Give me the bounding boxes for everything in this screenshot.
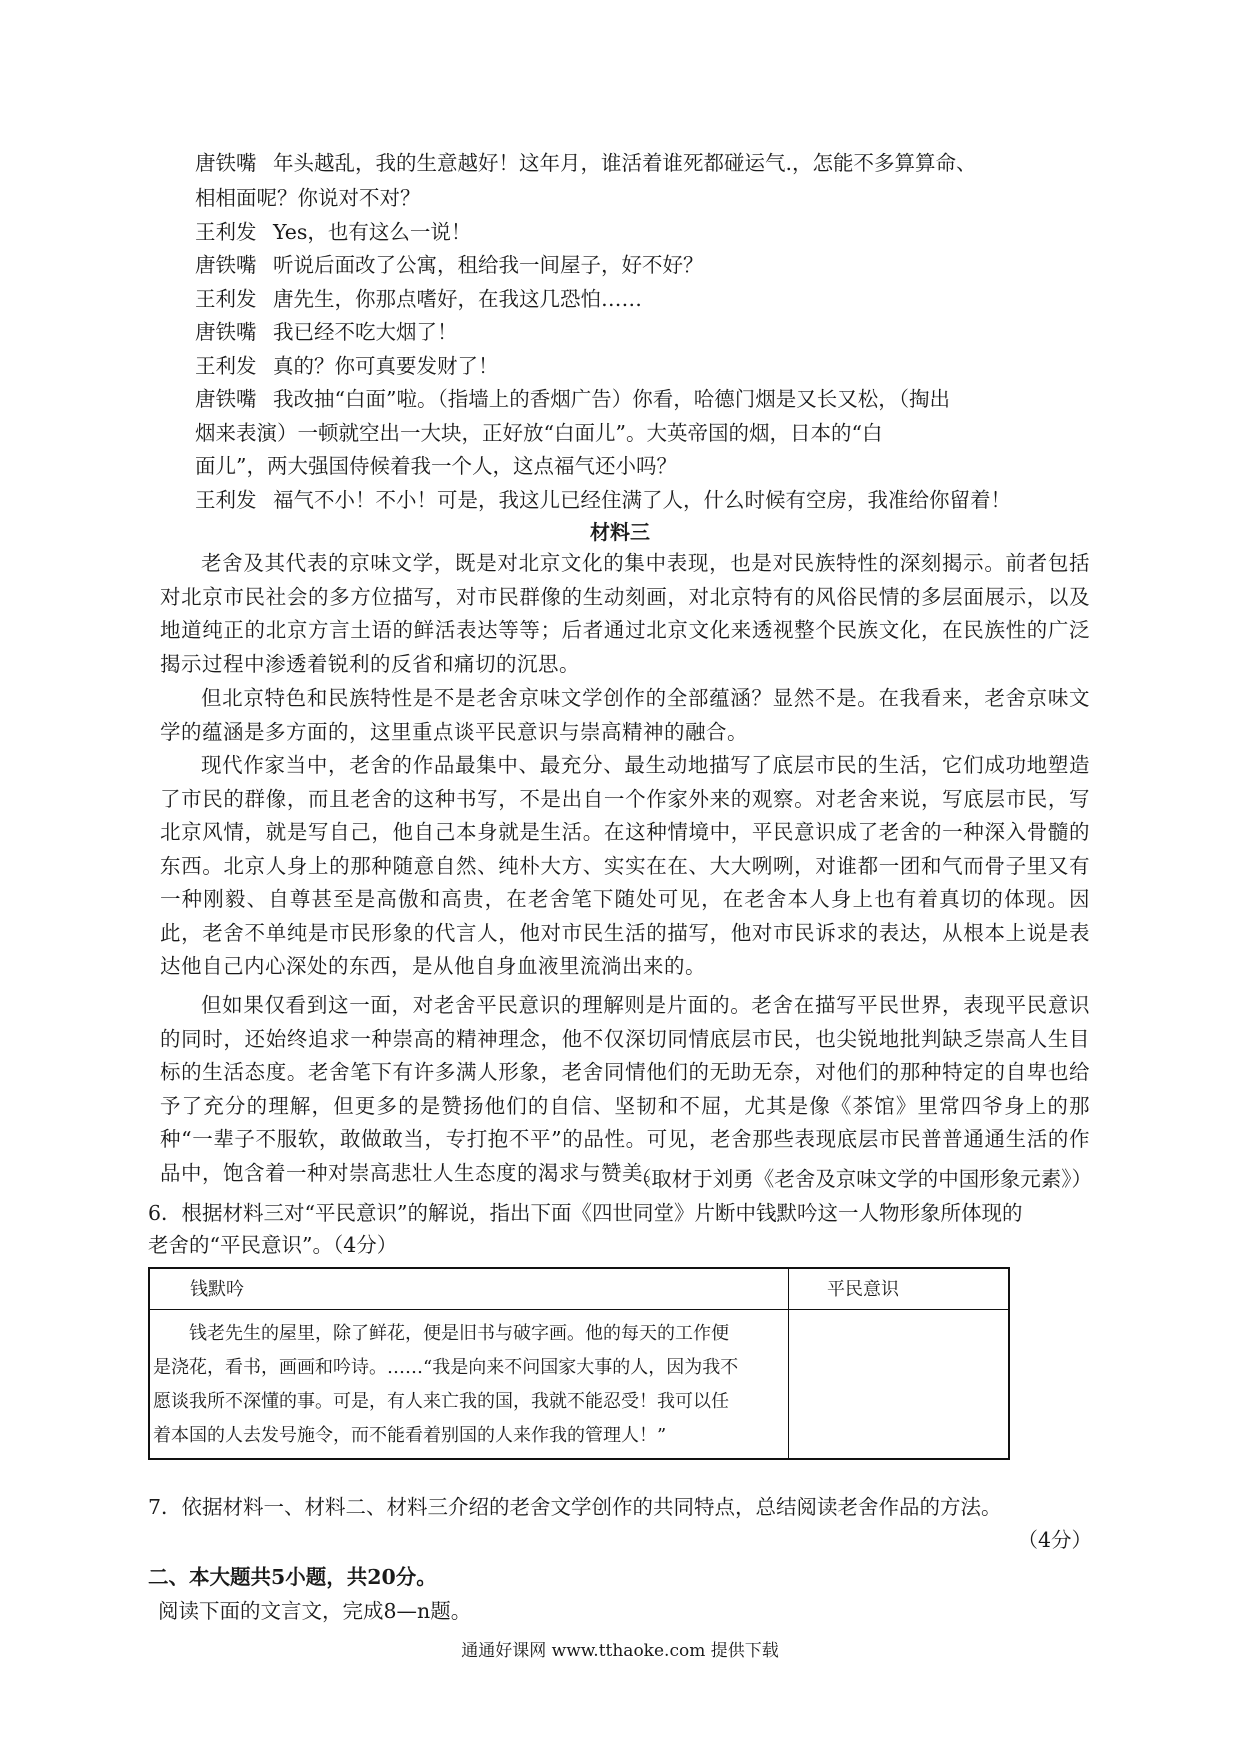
dialogue-line [195,184,421,212]
body-paragraph: 老舍及其代表的京味文学，既是对北京文化的集中表现，也是对民族特性的深刻揭示。前者包括对北京市民社会的多方位描写，对市民群像的生动刻画，对北京特有的风俗民情的多层面展示，以及地道纯正的北京方言土语的鲜活表达等等；后者通过北京文化来透视整个民族文化，在民族性的广泛揭示过程中渗透着锐利的反省和痛切的沉思。 [160,551,1090,676]
dialogue-line [195,452,677,480]
dialogue-text: 真的？你可真要发财了！ [273,354,499,378]
answer-cell[interactable] [789,1310,1010,1460]
speaker-name: 唐铁嘴 [195,387,257,411]
speaker-name: 王利发 [195,354,257,378]
dialogue-text: 我已经不吃大烟了！ [273,320,458,344]
table-header-consciousness: 平民意识 [789,1268,1010,1310]
table-row [149,1310,1009,1460]
dialogue-text: 年头越乱，我的生意越好！这年月，谁活着谁死都碰运气.，怎能不多算算命、 [273,151,977,175]
dialogue-line [195,149,977,177]
dialogue-text: 相相面呢？你说对不对？ [195,186,421,210]
question-6 [148,1197,1094,1261]
dialogue-line [195,318,458,346]
dialogue-line [195,285,642,313]
dialogue-line [195,251,704,279]
body-paragraph: 但如果仅看到这一面，对老舍平民意识的理解则是片面的。老舍在描写平民世界，表现平民意识的同时，还始终追求一种崇高的精神理念，他不仅深切同情底层市民，也尖锐地批判缺乏崇高人生目标的生活态度。老舍笔下有许多满人形象，老舍同情他们的无助无奈，对他们的那种特定的自卑也给予了充分的理解，但更多的是赞扬他们的自信、坚韧和不屈，尤其是像《茶馆》里常四爷身上的那种“一辈子不服软，敢做敢当，专打抱不平”的品性。可见，老舍那些表现底层市民普普通通生活的作品中，饱含着一种对崇高悲壮人生态度的渴求与赞美。 [160,993,1090,1185]
answer-table [148,1267,1010,1460]
speaker-name: 唐铁嘴 [195,253,257,277]
dialogue-line [195,385,950,413]
question-6-line1: 6．根据材料三对“平民意识”的解说，指出下面《四世同堂》片断中钱默吟这一人物形象所体现的 [148,1201,1023,1225]
speaker-name: 王利发 [195,287,257,311]
dialogue-line [195,352,499,380]
dialogue-line [195,419,882,447]
speaker-name: 唐铁嘴 [195,320,257,344]
question-6-line2: 老舍的“平民意识”。（4分） [148,1233,398,1257]
dialogue-text: 听说后面改了公寓，租给我一间屋子，好不好？ [273,253,704,277]
dialogue-text: 福气不小！不小！可是，我这儿已经住满了人，什么时候有空房，我准给你留着！ [273,488,1011,512]
body-paragraph: 现代作家当中，老舍的作品最集中、最充分、最生动地描写了底层市民的生活，它们成功地塑造了市民的群像，而且老舍的这种书写，不是出自一个作家外来的观察。对老舍来说，写底层市民，写北京风情，就是写自己，他自己本身就是生活。在这种情境中，平民意识成了老舍的一种深入骨髓的东西。北京人身上的那种随意自然、纯朴大方、实实在在、大大咧咧，对谁都一团和气而骨子里又有一种刚毅、自尊甚至是高傲和高贵，在老舍笔下随处可见，在老舍本人身上也有着真切的体现。因此，老舍不单纯是市民形象的代言人，他对市民生活的描写，他对市民诉求的表达，从根本上说是表达他自己内心深处的东西，是从他自身血液里流淌出来的。 [160,753,1090,978]
question-7: 7．依据材料一、材料二、材料三介绍的老舍文学创作的共同特点，总结阅读老舍作品的方法。 [148,1495,1002,1519]
dialogue-text: 烟来表演）一顿就空出一大块，正好放“白面儿”。大英帝国的烟，日本的“白 [195,421,883,445]
table-header-row [149,1268,1009,1310]
dialogue-line [195,486,1011,514]
section-2-instruction: 阅读下面的文言文，完成8—n题。 [158,1599,472,1623]
footer-source: 通通好课网 www.tthaoke.com 提供下载 [461,1641,779,1661]
body-paragraph: 但北京特色和民族特性是不是老舍京味文学创作的全部蕴涵？显然不是。在我看来，老舍京味文学的蕴涵是多方面的，这里重点谈平民意识与崇高精神的融合。 [160,686,1090,744]
table-header-character: 钱默吟 [149,1268,789,1310]
section-2-heading: 二、本大题共5小题，共20分。 [148,1565,437,1589]
section-title: 材料三 [590,520,650,544]
dialogue-text: Yes，也有这么一说！ [273,220,472,244]
dialogue-text: 我改抽“白面”啦。（指墙上的香烟广告）你看，哈德门烟是又长又松，（掏出 [273,387,950,411]
speaker-name: 唐铁嘴 [195,151,257,175]
speaker-name: 王利发 [195,220,257,244]
citation: （取材于刘勇《老舍及京味文学的中国形象元素》） [630,1167,1092,1191]
question-7-score: （4分） [1017,1528,1092,1552]
dialogue-text: 面儿”，两大强国侍候着我一个人，这点福气还小吗？ [195,454,677,478]
speaker-name: 王利发 [195,488,257,512]
excerpt-cell [149,1310,789,1460]
excerpt-text: 钱老先生的屋里，除了鲜花，便是旧书与破字画。他的每天的工作便是浇花，看书，画画和吟诗。……“我是向来不问国家大事的人，因为我不愿谈我所不深懂的事。可是，有人来亡我的国，我就不能忍受！我可以任着本国的人去发号施令，而不能看着别国的人来作我的管理人！” [153,1323,739,1446]
dialogue-line [195,218,471,246]
dialogue-text: 唐先生，你那点嗜好，在我这几恐怕…… [273,287,642,311]
